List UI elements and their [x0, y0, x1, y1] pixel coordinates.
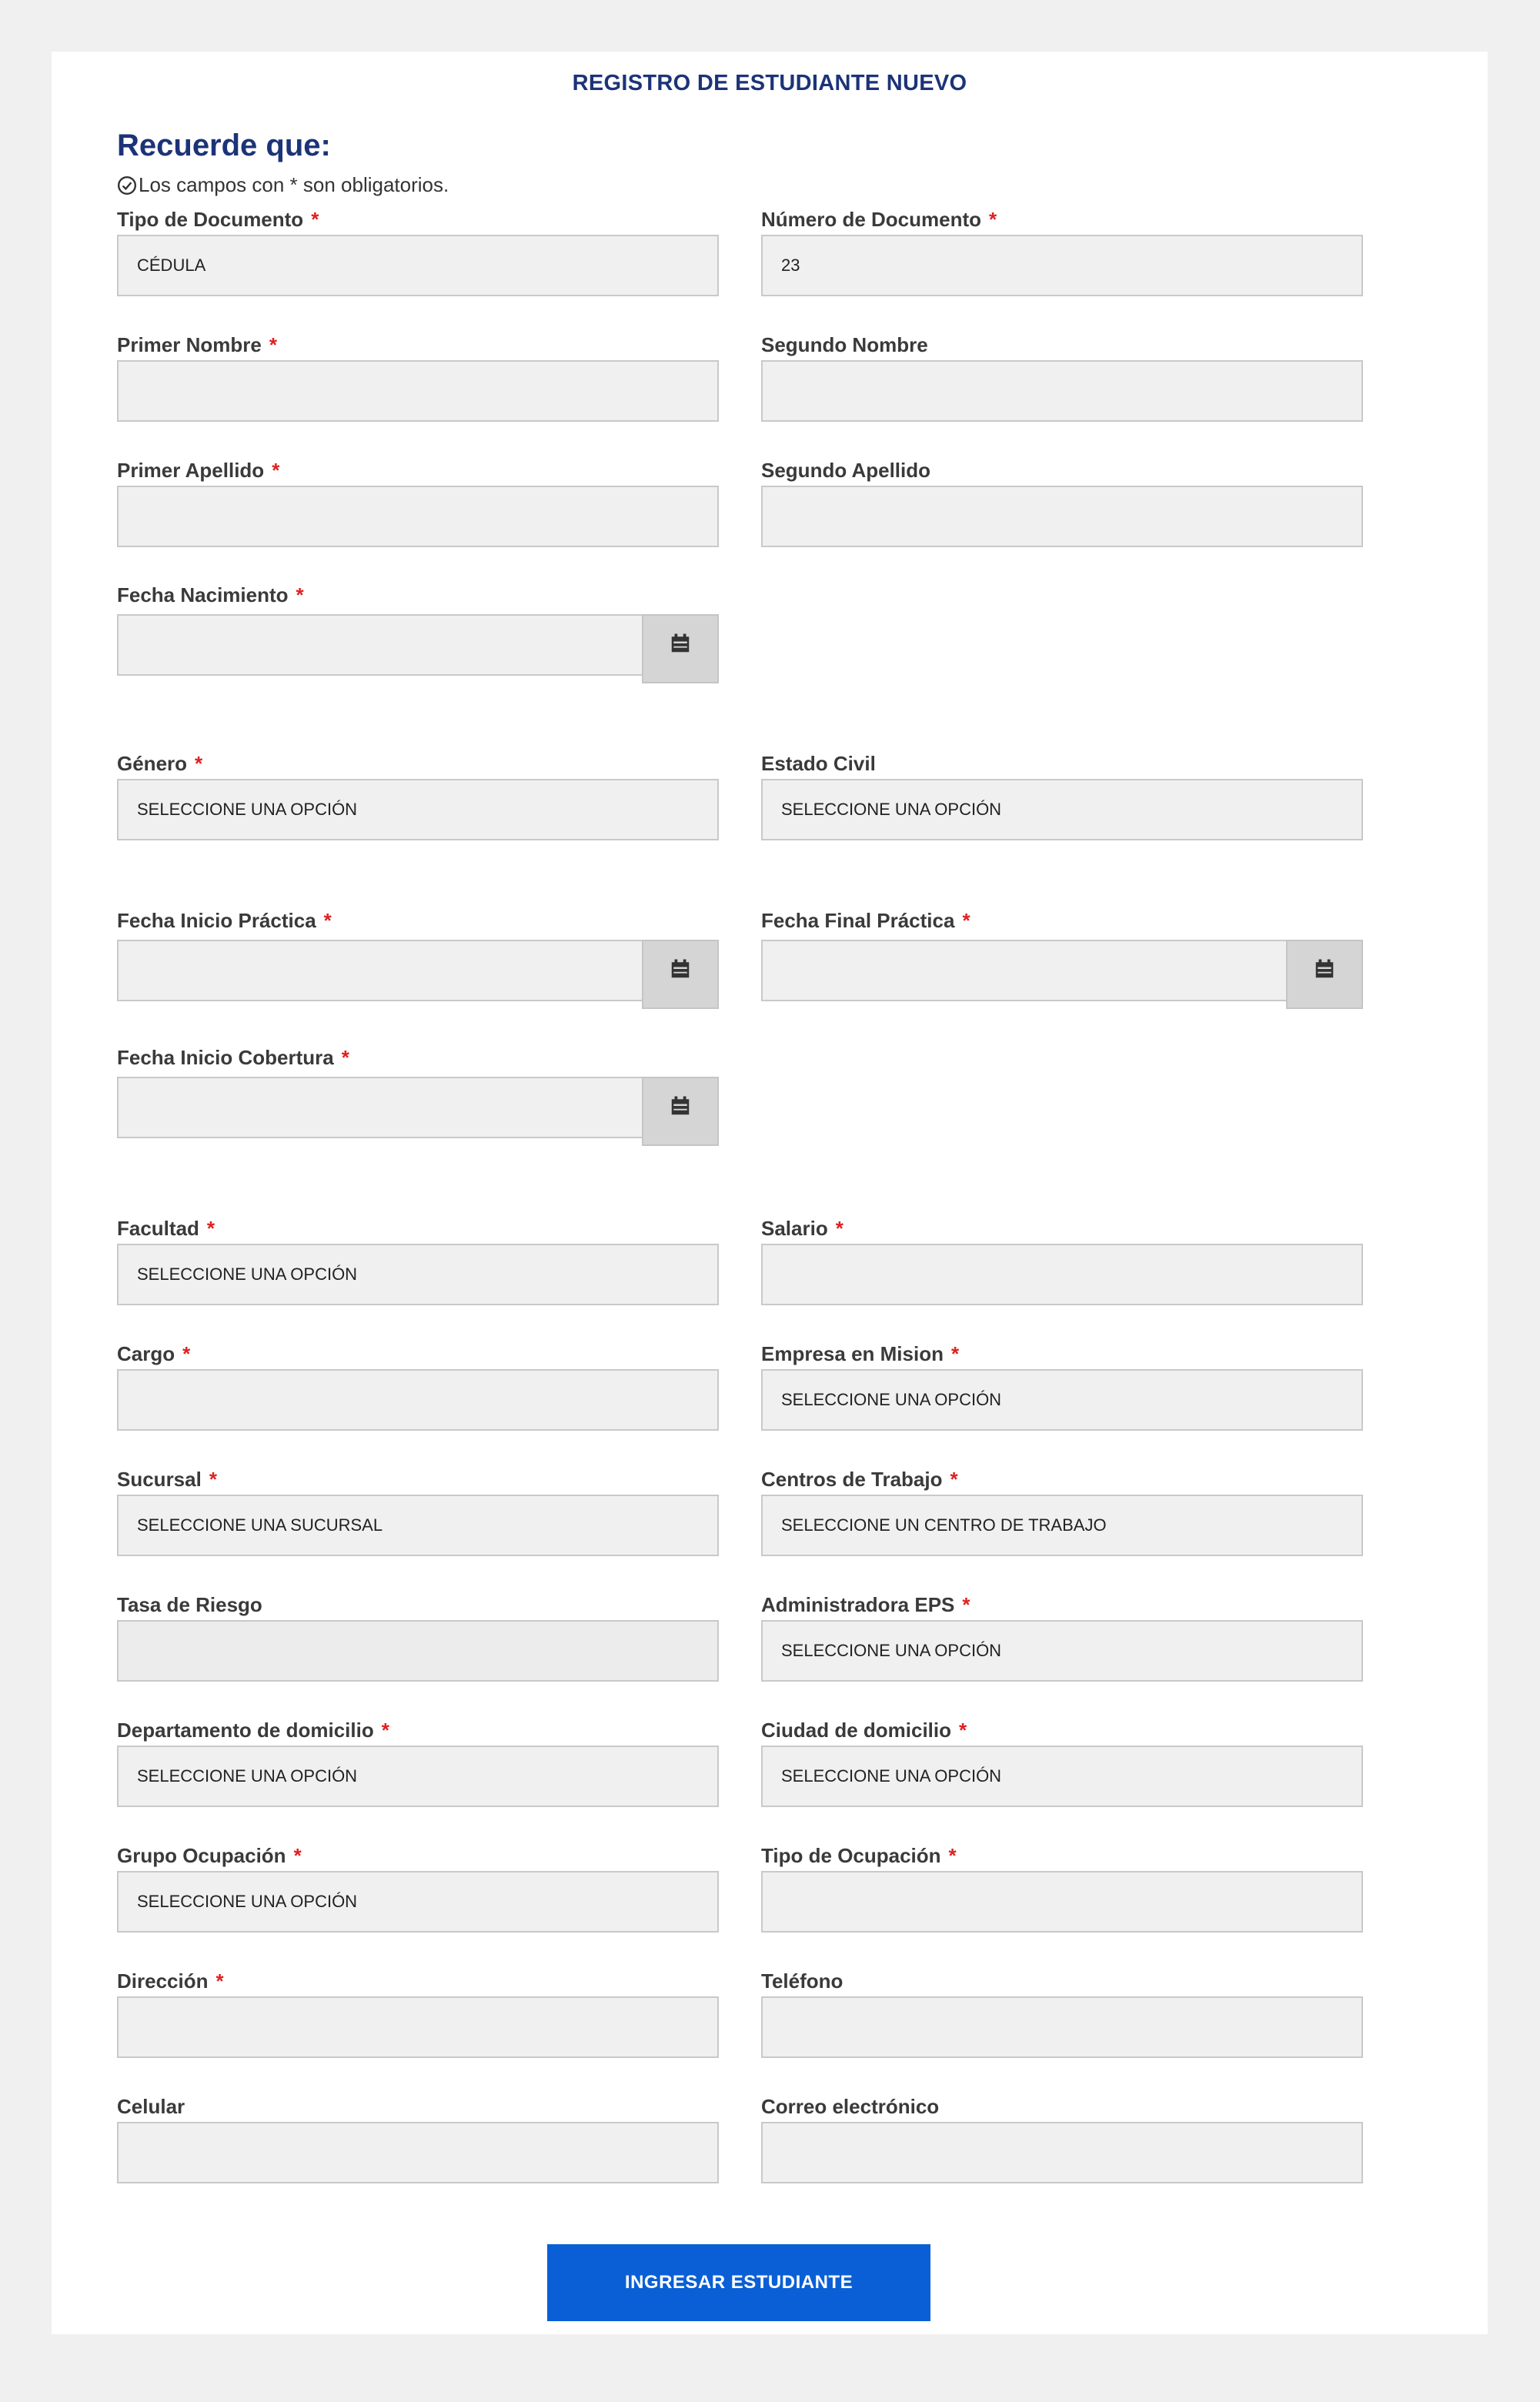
input-cargo[interactable] [117, 1369, 719, 1431]
input-salario[interactable] [761, 1244, 1363, 1305]
label-salario: Salario [761, 1217, 828, 1240]
label-facultad: Facultad [117, 1217, 199, 1240]
input-fecha-nacimiento[interactable] [117, 614, 643, 676]
select-tipo-documento[interactable]: CÉDULA [117, 235, 719, 296]
required-mark: * [989, 208, 997, 231]
label-tipo-ocupacion: Tipo de Ocupación [761, 1844, 941, 1867]
input-tasa-riesgo [117, 1620, 719, 1682]
date-picker-fecha-nacimiento [117, 614, 719, 683]
input-fecha-final-practica[interactable] [761, 940, 1288, 1001]
label-departamento-domicilio: Departamento de domicilio [117, 1719, 374, 1742]
required-mark: * [962, 909, 970, 932]
required-mark: * [269, 333, 277, 356]
label-genero: Género [117, 752, 188, 775]
select-centros-trabajo[interactable]: SELECCIONE UN CENTRO DE TRABAJO [761, 1495, 1363, 1556]
label-fecha-inicio-practica: Fecha Inicio Práctica [117, 909, 316, 932]
required-mark: * [381, 1719, 389, 1742]
label-tasa-riesgo: Tasa de Riesgo [117, 1593, 262, 1616]
required-mark: * [206, 1217, 215, 1240]
required-mark: * [323, 909, 332, 932]
label-fecha-inicio-cobertura: Fecha Inicio Cobertura [117, 1046, 334, 1069]
input-fecha-inicio-cobertura[interactable] [117, 1077, 643, 1138]
input-correo[interactable] [761, 2122, 1363, 2183]
label-numero-documento: Número de Documento [761, 208, 982, 231]
calendar-icon [669, 1094, 692, 1117]
label-administradora-eps: Administradora EPS [761, 1593, 955, 1616]
label-centros-trabajo: Centros de Trabajo [761, 1468, 943, 1491]
label-empresa-mision: Empresa en Mision [761, 1342, 944, 1365]
required-mark: * [311, 208, 319, 231]
label-tipo-documento: Tipo de Documento [117, 208, 304, 231]
input-celular[interactable] [117, 2122, 719, 2183]
calendar-button-fecha-inicio-cobertura[interactable] [642, 1077, 719, 1146]
input-fecha-inicio-practica[interactable] [117, 940, 643, 1001]
reminder-note-text: Los campos con * son obligatorios. [139, 173, 449, 196]
label-direccion: Dirección [117, 1969, 209, 1993]
select-empresa-mision[interactable]: SELECCIONE UNA OPCIÓN [761, 1369, 1363, 1431]
input-segundo-apellido[interactable] [761, 486, 1363, 547]
label-segundo-nombre: Segundo Nombre [761, 333, 928, 356]
label-fecha-nacimiento: Fecha Nacimiento [117, 583, 289, 606]
label-telefono: Teléfono [761, 1969, 843, 1993]
required-mark: * [835, 1217, 843, 1240]
calendar-icon [669, 957, 692, 981]
label-fecha-final-practica: Fecha Final Práctica [761, 909, 955, 932]
input-primer-nombre[interactable] [117, 360, 719, 422]
reminder-heading: Recuerde que: [117, 129, 331, 162]
registration-form-card [52, 52, 1488, 2334]
input-telefono[interactable] [761, 1996, 1363, 2058]
date-picker-fecha-inicio-cobertura [117, 1077, 719, 1146]
required-mark: * [948, 1844, 957, 1867]
date-picker-fecha-inicio-practica [117, 940, 719, 1009]
required-mark: * [209, 1468, 217, 1491]
select-sucursal[interactable]: SELECCIONE UNA SUCURSAL [117, 1495, 719, 1556]
required-mark: * [182, 1342, 191, 1365]
required-mark: * [959, 1719, 967, 1742]
select-ciudad-domicilio[interactable]: SELECCIONE UNA OPCIÓN [761, 1746, 1363, 1807]
label-celular: Celular [117, 2095, 185, 2118]
label-correo: Correo electrónico [761, 2095, 940, 2118]
required-mark: * [950, 1468, 958, 1491]
form-title: REGISTRO DE ESTUDIANTE NUEVO [572, 71, 967, 95]
required-mark: * [195, 752, 203, 775]
label-primer-nombre: Primer Nombre [117, 333, 262, 356]
input-direccion[interactable] [117, 1996, 719, 2058]
select-tipo-ocupacion[interactable] [761, 1871, 1363, 1933]
select-administradora-eps[interactable]: SELECCIONE UNA OPCIÓN [761, 1620, 1363, 1682]
required-mark: * [950, 1342, 960, 1365]
date-picker-fecha-final-practica [761, 940, 1363, 1009]
select-departamento-domicilio[interactable]: SELECCIONE UNA OPCIÓN [117, 1746, 719, 1807]
input-primer-apellido[interactable] [117, 486, 719, 547]
calendar-button-fecha-nacimiento[interactable] [642, 614, 719, 683]
required-mark: * [293, 1844, 302, 1867]
required-mark: * [341, 1046, 349, 1069]
label-grupo-ocupacion: Grupo Ocupación [117, 1844, 286, 1867]
input-segundo-nombre[interactable] [761, 360, 1363, 422]
label-segundo-apellido: Segundo Apellido [761, 459, 931, 482]
label-estado-civil: Estado Civil [761, 752, 876, 775]
select-facultad[interactable]: SELECCIONE UNA OPCIÓN [117, 1244, 719, 1305]
required-mark: * [962, 1593, 970, 1616]
ingresar-estudiante-button[interactable]: INGRESAR ESTUDIANTE [547, 2244, 930, 2321]
label-ciudad-domicilio: Ciudad de domicilio [761, 1719, 952, 1742]
label-primer-apellido: Primer Apellido [117, 459, 265, 482]
label-cargo: Cargo [117, 1342, 175, 1365]
calendar-icon [1313, 957, 1336, 981]
calendar-icon [669, 632, 692, 655]
required-mark: * [296, 583, 304, 606]
select-estado-civil[interactable]: SELECCIONE UNA OPCIÓN [761, 779, 1363, 840]
check-circle-icon [117, 175, 137, 195]
select-genero[interactable]: SELECCIONE UNA OPCIÓN [117, 779, 719, 840]
calendar-button-fecha-inicio-practica[interactable] [642, 940, 719, 1009]
calendar-button-fecha-final-practica[interactable] [1286, 940, 1363, 1009]
input-numero-documento[interactable]: 23 [761, 235, 1363, 296]
required-mark: * [272, 459, 280, 482]
reminder-note [117, 173, 449, 197]
select-grupo-ocupacion[interactable]: SELECCIONE UNA OPCIÓN [117, 1871, 719, 1933]
label-sucursal: Sucursal [117, 1468, 202, 1491]
required-mark: * [215, 1969, 224, 1993]
